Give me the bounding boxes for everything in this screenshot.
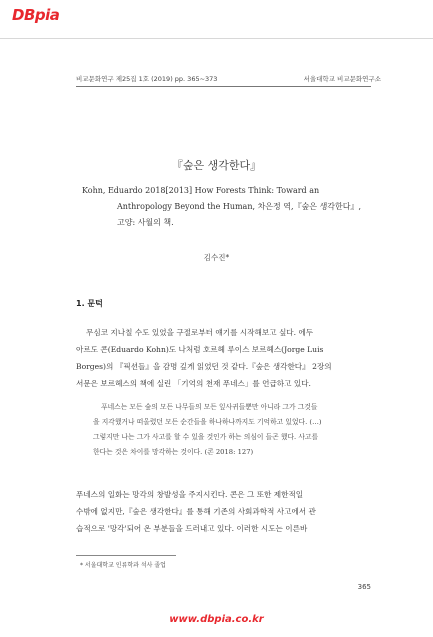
footnote: * 서울대학교 인류학과 석사 졸업 bbox=[80, 562, 166, 569]
body-paragraph bbox=[76, 324, 372, 392]
quote-line: 을 지각했거나 떠올렸던 모든 순간들을 하나하나까지도 기억하고 있었다. (…) bbox=[93, 418, 322, 426]
quote-line: 그렇지만 나는 그가 사고를 할 수 있을 것인가 하는 의심이 들곤 했다. 사고를 bbox=[93, 433, 319, 441]
quote-line: 한다는 것은 차이를 망각하는 것이다. (콘 2018: 127) bbox=[93, 448, 254, 456]
section-heading: 1. 문턱 bbox=[76, 299, 103, 308]
book-reference bbox=[82, 183, 377, 231]
reference-line: Kohn, Eduardo 2018[2013] How Forests Think: Toward an bbox=[82, 186, 320, 195]
running-head-publisher: 서울대학교 비교문화연구소 bbox=[303, 75, 381, 83]
running-head-rule bbox=[76, 86, 371, 87]
footer-url-link[interactable]: www.dbpia.co.kr bbox=[169, 614, 264, 625]
paragraph-line: 서문은 보르헤스의 책에 실린 「기억의 천재 푸네스」를 언급하고 있다. bbox=[76, 379, 311, 388]
paragraph-line: 푸네스의 일화는 망각의 창발성을 주지시킨다. 콘은 그 또한 제한적일 bbox=[76, 490, 304, 499]
paragraph-line: 수밖에 없지만,『숲은 생각한다』를 통해 기존의 사회과학적 사고에서 관 bbox=[76, 507, 316, 516]
page-number: 365 bbox=[357, 583, 371, 591]
dbpia-logo: DBpia bbox=[12, 6, 60, 24]
footnote-rule bbox=[76, 555, 176, 556]
header-divider bbox=[0, 38, 433, 39]
author-name: 김수진* bbox=[203, 253, 230, 262]
reference-line: 고양: 사월의 책. bbox=[117, 218, 174, 227]
running-head-journal: 비교문화연구 제25집 1호 (2019) pp. 365~373 bbox=[76, 75, 218, 83]
paragraph-line: 무심코 지나칠 수도 있었을 구절로부터 얘기를 시작해보고 싶다. 에두 bbox=[86, 328, 314, 337]
reference-line: Anthropology Beyond the Human, 차은정 역,『숲은 생각한다』, bbox=[117, 202, 362, 211]
quote-line: 푸네스는 모든 숲의 모든 나무들의 모든 잎사귀들뿐만 아니라 그가 그것들 bbox=[101, 403, 318, 411]
paragraph-line: Borges)의 『픽션들』을 감명 깊게 읽었던 것 같다.『숲은 생각한다』 2장의 bbox=[76, 362, 332, 371]
paragraph-line: 아르도 콘(Eduardo Kohn)도 나처럼 호르헤 루이스 보르헤스(Jorge Luis bbox=[76, 345, 324, 354]
page-title: 『숲은 생각한다』 bbox=[171, 159, 262, 172]
body-paragraph bbox=[76, 486, 372, 537]
block-quote bbox=[93, 400, 371, 460]
paragraph-line: 습적으로 '망각'되어 온 부분들을 드러내고 있다. 이러한 시도는 이른바 bbox=[76, 524, 308, 533]
